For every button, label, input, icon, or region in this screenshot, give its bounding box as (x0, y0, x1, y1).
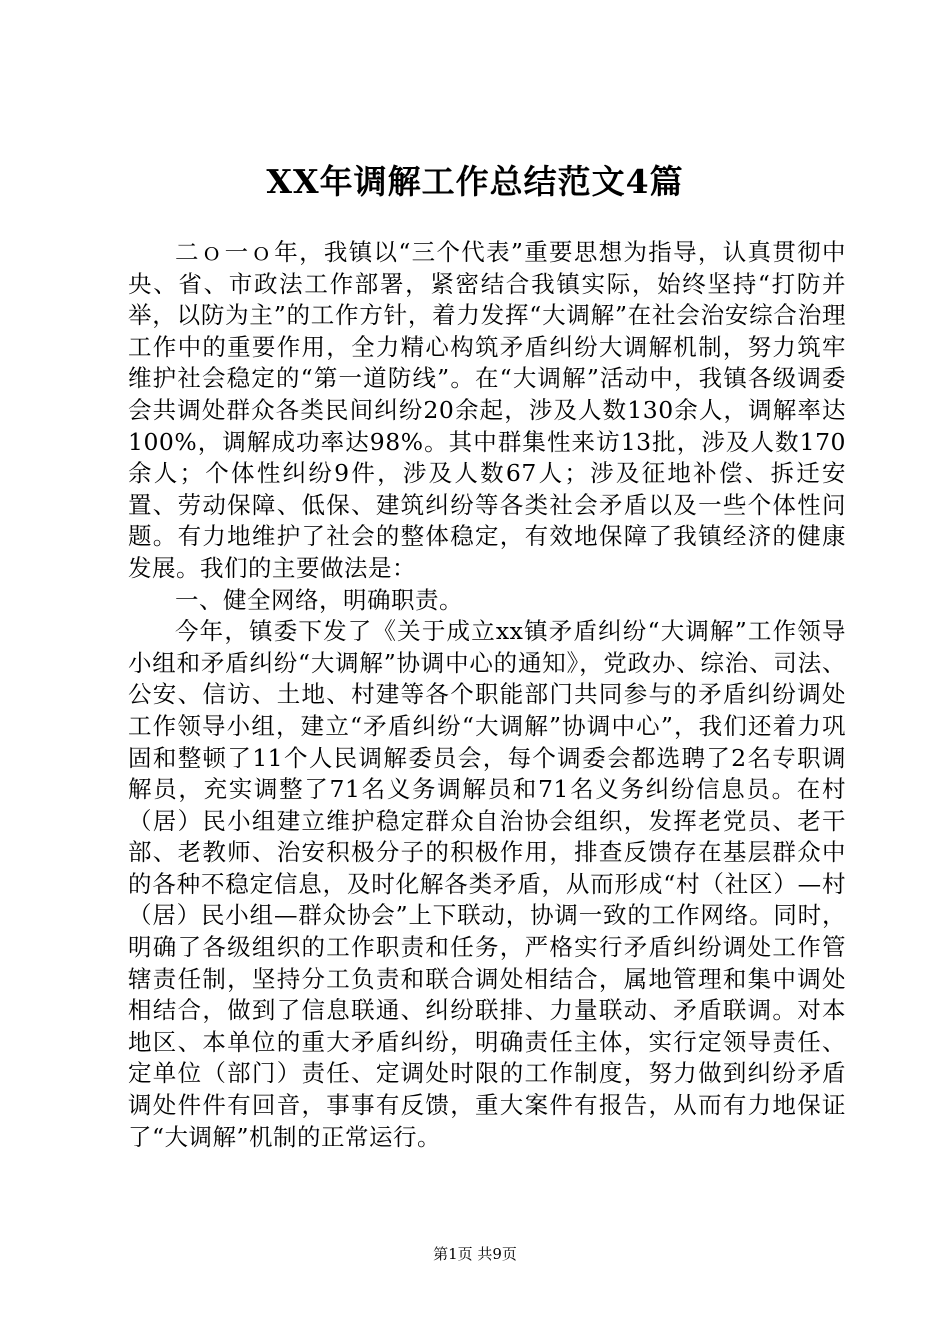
paragraph-intro: 二ｏ一ｏ年，我镇以“三个代表”重要思想为指导，认真贯彻中央、省、市政法工作部署，紧密结合我镇实际，始终坚持“打防并举，以防为主”的工作方针，着力发挥“大调解”在社会治安综合治理工作中的重要作用，全力精心构筑矛盾纠纷大调解机制，努力筑牢维护社会稳定的“第一道防线”。在“大调解”活动中，我镇各级调委会共调处群众各类民间纠纷20余起，涉及人数130余人，调解率达100%，调解成功率达98%。其中群集性来访13批，涉及人数170余人；个体性纠纷9件，涉及人数67人；涉及征地补偿、拆迁安置、劳动保障、低保、建筑纠纷等各类社会矛盾以及一些个体性问题。有力地维护了社会的整体稳定，有效地保障了我镇经济的健康发展。我们的主要做法是： (128, 238, 846, 582)
paragraph-section-1: 今年，镇委下发了《关于成立xx镇矛盾纠纷“大调解”工作领导小组和矛盾纠纷“大调解”协调中心的通知》，党政办、综治、司法、公安、信访、土地、村建等各个职能部门共同参与的矛盾纠纷调处工作领导小组，建立“矛盾纠纷“大调解”协调中心”，我们还着力巩固和整顿了11个人民调解委员会，每个调委会都选聘了2名专职调解员，充实调整了71名义务调解员和71名义务纠纷信息员。在村（居）民小组建立维护稳定群众自治协会组织，发挥老党员、老干部、老教师、治安积极分子的积极作用，排查反馈存在基层群众中的各种不稳定信息，及时化解各类矛盾，从而形成“村（社区）—村（居）民小组—群众协会”上下联动，协调一致的工作网络。同时，明确了各级组织的工作职责和任务，严格实行矛盾纠纷调处工作管辖责任制，坚持分工负责和联合调处相结合，属地管理和集中调处相结合，做到了信息联通、纠纷联排、力量联动、矛盾联调。对本地区、本单位的重大矛盾纠纷，明确责任主体，实行定领导责任、定单位（部门）责任、定调处时限的工作制度，努力做到纠纷矛盾调处件件有回音，事事有反馈，重大案件有报告，从而有力地保证了“大调解”机制的正常运行。 (128, 617, 846, 1151)
document-body (128, 237, 846, 1153)
document-title: XX年调解工作总结范文4篇 (266, 162, 684, 201)
section-heading-1: 一、健全网络，明确职责。 (175, 585, 463, 614)
page-number-footer: 第1页 共9页 (433, 1245, 517, 1263)
